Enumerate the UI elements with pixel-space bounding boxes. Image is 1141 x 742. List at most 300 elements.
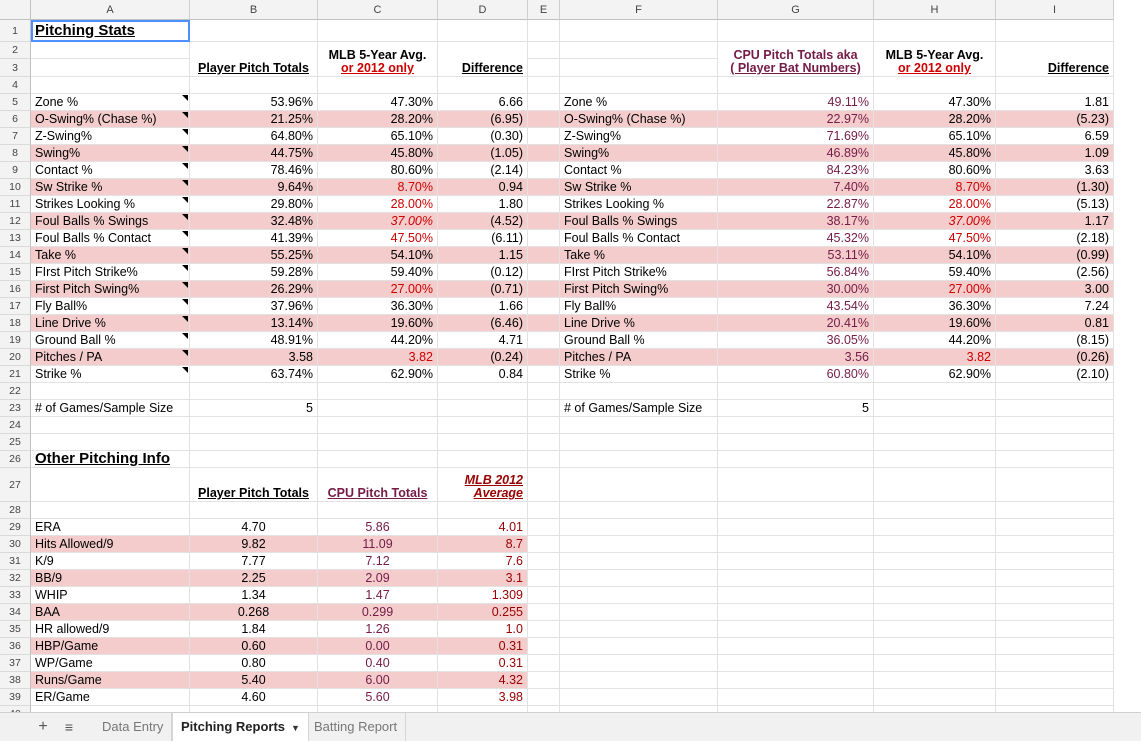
empty-cell[interactable] (996, 502, 1114, 519)
row-header[interactable]: 24 (0, 417, 31, 434)
row-header[interactable]: 29 (0, 519, 31, 536)
mlb-avg-value[interactable]: 36.30% (874, 298, 996, 315)
mlb-avg-value[interactable]: 59.40% (874, 264, 996, 281)
mlb-avg-value[interactable]: 62.90% (874, 366, 996, 383)
empty-cell[interactable] (718, 536, 874, 553)
stat-label[interactable]: FIrst Pitch Strike% (31, 264, 190, 281)
empty-cell[interactable] (528, 553, 560, 570)
mlb-avg-value[interactable]: 3.82 (874, 349, 996, 366)
empty-cell[interactable] (996, 536, 1114, 553)
player-value[interactable]: 63.74% (190, 366, 318, 383)
sample-size-label[interactable]: # of Games/Sample Size (31, 400, 190, 417)
stat-label[interactable]: Z-Swing% (560, 128, 718, 145)
mlb-avg-value[interactable]: 28.20% (318, 111, 438, 128)
cpu-value[interactable]: 22.87% (718, 196, 874, 213)
empty-cell[interactable] (874, 587, 996, 604)
empty-cell[interactable] (560, 417, 718, 434)
empty-cell[interactable] (996, 417, 1114, 434)
tab-batting-report[interactable] (306, 713, 406, 741)
difference-value[interactable]: 1.09 (996, 145, 1114, 162)
empty-cell[interactable] (874, 672, 996, 689)
empty-cell[interactable] (31, 417, 190, 434)
column-title-g[interactable] (718, 42, 874, 77)
empty-cell[interactable] (718, 621, 874, 638)
empty-cell[interactable] (874, 20, 996, 42)
mlb-avg-value[interactable]: 8.70% (874, 179, 996, 196)
stat-label[interactable]: Take % (560, 247, 718, 264)
stat-label[interactable]: WP/Game (31, 655, 190, 672)
empty-cell[interactable] (718, 77, 874, 94)
difference-value[interactable]: 1.17 (996, 213, 1114, 230)
empty-cell[interactable] (528, 315, 560, 332)
row-header[interactable]: 34 (0, 604, 31, 621)
cpu-value[interactable]: 0.00 (318, 638, 438, 655)
empty-cell[interactable] (528, 264, 560, 281)
mlb-avg-value[interactable]: 3.82 (318, 349, 438, 366)
empty-cell[interactable] (996, 468, 1114, 502)
empty-cell[interactable] (31, 502, 190, 519)
empty-cell[interactable] (718, 689, 874, 706)
difference-value[interactable]: (8.15) (996, 332, 1114, 349)
player-value[interactable]: 9.64% (190, 179, 318, 196)
row-header[interactable]: 25 (0, 434, 31, 451)
row-header[interactable]: 14 (0, 247, 31, 264)
mlb-avg-value[interactable]: 37.00% (318, 213, 438, 230)
empty-cell[interactable] (528, 468, 560, 502)
row-header[interactable]: 16 (0, 281, 31, 298)
empty-cell[interactable] (31, 468, 190, 502)
stat-label[interactable]: O-Swing% (Chase %) (31, 111, 190, 128)
stat-label[interactable]: K/9 (31, 553, 190, 570)
empty-cell[interactable] (528, 502, 560, 519)
mlb-avg-value[interactable]: 28.20% (874, 111, 996, 128)
empty-cell[interactable] (874, 434, 996, 451)
empty-cell[interactable] (438, 383, 528, 400)
empty-cell[interactable] (996, 621, 1114, 638)
empty-cell[interactable] (560, 604, 718, 621)
mlb-2012-value[interactable]: 4.32 (438, 672, 528, 689)
empty-cell[interactable] (528, 638, 560, 655)
difference-value[interactable]: (5.13) (996, 196, 1114, 213)
cpu-value[interactable]: 22.97% (718, 111, 874, 128)
player-value[interactable]: 26.29% (190, 281, 318, 298)
empty-cell[interactable] (874, 417, 996, 434)
empty-cell[interactable] (528, 42, 560, 59)
column-header-a[interactable]: A (31, 0, 190, 20)
empty-cell[interactable] (718, 502, 874, 519)
empty-cell[interactable] (560, 519, 718, 536)
empty-cell[interactable] (560, 587, 718, 604)
mlb-2012-value[interactable]: 3.1 (438, 570, 528, 587)
empty-cell[interactable] (560, 383, 718, 400)
empty-cell[interactable] (996, 553, 1114, 570)
mlb-avg-value[interactable]: 19.60% (318, 315, 438, 332)
stat-label[interactable]: HR allowed/9 (31, 621, 190, 638)
row-header[interactable]: 22 (0, 383, 31, 400)
cpu-value[interactable]: 30.00% (718, 281, 874, 298)
row-header[interactable]: 6 (0, 111, 31, 128)
empty-cell[interactable] (528, 672, 560, 689)
column-title-mlb-2012[interactable] (438, 468, 528, 502)
empty-cell[interactable] (996, 434, 1114, 451)
player-value[interactable]: 53.96% (190, 94, 318, 111)
tab-pitching-reports[interactable] (172, 713, 309, 741)
empty-cell[interactable] (528, 94, 560, 111)
row-header[interactable]: 19 (0, 332, 31, 349)
empty-cell[interactable] (718, 519, 874, 536)
difference-value[interactable]: 6.66 (438, 94, 528, 111)
mlb-2012-value[interactable]: 0.255 (438, 604, 528, 621)
row-header[interactable]: 23 (0, 400, 31, 417)
column-header-h[interactable]: H (874, 0, 996, 20)
cpu-value[interactable]: 56.84% (718, 264, 874, 281)
row-header[interactable]: 31 (0, 553, 31, 570)
stat-label[interactable]: Line Drive % (560, 315, 718, 332)
player-value[interactable]: 2.25 (190, 570, 318, 587)
select-all-corner[interactable] (0, 0, 31, 20)
mlb-avg-value[interactable]: 19.60% (874, 315, 996, 332)
stat-label[interactable]: Sw Strike % (560, 179, 718, 196)
mlb-2012-value[interactable]: 1.0 (438, 621, 528, 638)
column-header-b[interactable]: B (190, 0, 318, 20)
empty-cell[interactable] (718, 383, 874, 400)
stat-label[interactable]: Foul Balls % Contact (560, 230, 718, 247)
empty-cell[interactable] (528, 383, 560, 400)
cpu-value[interactable]: 20.41% (718, 315, 874, 332)
player-value[interactable]: 3.58 (190, 349, 318, 366)
mlb-avg-value[interactable]: 80.60% (874, 162, 996, 179)
mlb-avg-value[interactable]: 62.90% (318, 366, 438, 383)
cpu-value[interactable]: 84.23% (718, 162, 874, 179)
empty-cell[interactable] (31, 434, 190, 451)
row-header[interactable]: 33 (0, 587, 31, 604)
empty-cell[interactable] (528, 570, 560, 587)
stat-label[interactable]: HBP/Game (31, 638, 190, 655)
difference-value[interactable]: 3.00 (996, 281, 1114, 298)
empty-cell[interactable] (874, 553, 996, 570)
stat-label[interactable]: Strike % (31, 366, 190, 383)
empty-cell[interactable] (528, 298, 560, 315)
difference-value[interactable]: (6.11) (438, 230, 528, 247)
stat-label[interactable]: First Pitch Swing% (31, 281, 190, 298)
row-header[interactable]: 26 (0, 451, 31, 468)
stat-label[interactable]: BB/9 (31, 570, 190, 587)
empty-cell[interactable] (31, 59, 190, 77)
empty-cell[interactable] (190, 383, 318, 400)
empty-cell[interactable] (190, 417, 318, 434)
stat-label[interactable]: Zone % (31, 94, 190, 111)
cpu-value[interactable]: 3.56 (718, 349, 874, 366)
difference-value[interactable]: (0.99) (996, 247, 1114, 264)
stat-label[interactable]: ERA (31, 519, 190, 536)
row-header[interactable]: 7 (0, 128, 31, 145)
empty-cell[interactable] (528, 519, 560, 536)
empty-cell[interactable] (874, 383, 996, 400)
empty-cell[interactable] (996, 519, 1114, 536)
column-header-g[interactable]: G (718, 0, 874, 20)
player-value[interactable]: 78.46% (190, 162, 318, 179)
cpu-value[interactable]: 7.40% (718, 179, 874, 196)
empty-cell[interactable] (874, 536, 996, 553)
cpu-value[interactable]: 38.17% (718, 213, 874, 230)
stat-label[interactable]: Ground Ball % (560, 332, 718, 349)
empty-cell[interactable] (560, 20, 718, 42)
empty-cell[interactable] (874, 400, 996, 417)
column-title-i[interactable] (996, 42, 1114, 77)
stat-label[interactable]: Foul Balls % Swings (31, 213, 190, 230)
row-header[interactable]: 10 (0, 179, 31, 196)
mlb-avg-value[interactable]: 47.30% (874, 94, 996, 111)
difference-value[interactable]: (0.30) (438, 128, 528, 145)
sample-size-label[interactable]: # of Games/Sample Size (560, 400, 718, 417)
mlb-avg-value[interactable]: 47.30% (318, 94, 438, 111)
difference-value[interactable]: 0.81 (996, 315, 1114, 332)
column-header-e[interactable]: E (528, 0, 560, 20)
empty-cell[interactable] (528, 332, 560, 349)
cpu-value[interactable]: 46.89% (718, 145, 874, 162)
column-title-h[interactable] (874, 42, 996, 77)
row-header[interactable]: 30 (0, 536, 31, 553)
mlb-avg-value[interactable]: 65.10% (874, 128, 996, 145)
empty-cell[interactable] (996, 689, 1114, 706)
player-value[interactable]: 4.60 (190, 689, 318, 706)
difference-value[interactable]: 6.59 (996, 128, 1114, 145)
difference-value[interactable]: (2.14) (438, 162, 528, 179)
row-header[interactable]: 38 (0, 672, 31, 689)
column-header-c[interactable]: C (318, 0, 438, 20)
empty-cell[interactable] (528, 281, 560, 298)
difference-value[interactable]: (0.71) (438, 281, 528, 298)
empty-cell[interactable] (438, 400, 528, 417)
player-value[interactable]: 21.25% (190, 111, 318, 128)
mlb-avg-value[interactable]: 44.20% (318, 332, 438, 349)
empty-cell[interactable] (718, 451, 874, 468)
player-value[interactable]: 64.80% (190, 128, 318, 145)
difference-value[interactable]: 0.94 (438, 179, 528, 196)
empty-cell[interactable] (438, 417, 528, 434)
difference-value[interactable]: 4.71 (438, 332, 528, 349)
tab-data-entry[interactable] (94, 713, 172, 741)
player-value[interactable]: 0.80 (190, 655, 318, 672)
player-value[interactable]: 32.48% (190, 213, 318, 230)
empty-cell[interactable] (438, 502, 528, 519)
cpu-value[interactable]: 0.40 (318, 655, 438, 672)
difference-value[interactable]: 7.24 (996, 298, 1114, 315)
row-header[interactable]: 11 (0, 196, 31, 213)
mlb-avg-value[interactable]: 8.70% (318, 179, 438, 196)
mlb-2012-value[interactable]: 0.31 (438, 655, 528, 672)
empty-cell[interactable] (528, 587, 560, 604)
mlb-2012-value[interactable]: 1.309 (438, 587, 528, 604)
cpu-value[interactable]: 1.26 (318, 621, 438, 638)
empty-cell[interactable] (874, 638, 996, 655)
cpu-value[interactable]: 36.05% (718, 332, 874, 349)
empty-cell[interactable] (528, 400, 560, 417)
stat-label[interactable]: Runs/Game (31, 672, 190, 689)
player-value[interactable]: 41.39% (190, 230, 318, 247)
row-header[interactable]: 1 (0, 20, 31, 42)
empty-cell[interactable] (874, 502, 996, 519)
stat-label[interactable]: BAA (31, 604, 190, 621)
difference-value[interactable]: (0.12) (438, 264, 528, 281)
cpu-value[interactable]: 5.86 (318, 519, 438, 536)
cpu-value[interactable]: 71.69% (718, 128, 874, 145)
column-title-cpu[interactable] (318, 468, 438, 502)
empty-cell[interactable] (528, 128, 560, 145)
stat-label[interactable]: Contact % (560, 162, 718, 179)
empty-cell[interactable] (718, 570, 874, 587)
empty-cell[interactable] (438, 434, 528, 451)
mlb-avg-value[interactable]: 45.80% (318, 145, 438, 162)
empty-cell[interactable] (560, 59, 718, 77)
player-value[interactable]: 29.80% (190, 196, 318, 213)
difference-value[interactable]: (2.18) (996, 230, 1114, 247)
empty-cell[interactable] (874, 451, 996, 468)
empty-cell[interactable] (528, 434, 560, 451)
empty-cell[interactable] (528, 213, 560, 230)
row-header[interactable]: 12 (0, 213, 31, 230)
empty-cell[interactable] (190, 451, 318, 468)
stat-label[interactable]: Strike % (560, 366, 718, 383)
empty-cell[interactable] (874, 689, 996, 706)
stat-label[interactable]: WHIP (31, 587, 190, 604)
mlb-avg-value[interactable]: 37.00% (874, 213, 996, 230)
empty-cell[interactable] (318, 20, 438, 42)
cpu-value[interactable]: 60.80% (718, 366, 874, 383)
difference-value[interactable]: 1.80 (438, 196, 528, 213)
stat-label[interactable]: Foul Balls % Contact (31, 230, 190, 247)
mlb-avg-value[interactable]: 36.30% (318, 298, 438, 315)
stat-label[interactable]: Hits Allowed/9 (31, 536, 190, 553)
stat-label[interactable]: Contact % (31, 162, 190, 179)
row-header[interactable]: 21 (0, 366, 31, 383)
difference-value[interactable]: (2.56) (996, 264, 1114, 281)
mlb-2012-value[interactable]: 4.01 (438, 519, 528, 536)
difference-value[interactable]: 1.15 (438, 247, 528, 264)
stat-label[interactable]: Take % (31, 247, 190, 264)
empty-cell[interactable] (996, 20, 1114, 42)
empty-cell[interactable] (318, 417, 438, 434)
cpu-value[interactable]: 6.00 (318, 672, 438, 689)
player-value[interactable]: 37.96% (190, 298, 318, 315)
empty-cell[interactable] (996, 570, 1114, 587)
empty-cell[interactable] (560, 655, 718, 672)
stat-label[interactable]: O-Swing% (Chase %) (560, 111, 718, 128)
difference-value[interactable]: (6.95) (438, 111, 528, 128)
empty-cell[interactable] (528, 689, 560, 706)
player-value[interactable]: 1.34 (190, 587, 318, 604)
empty-cell[interactable] (718, 553, 874, 570)
empty-cell[interactable] (560, 77, 718, 94)
mlb-avg-value[interactable]: 59.40% (318, 264, 438, 281)
empty-cell[interactable] (996, 400, 1114, 417)
player-value[interactable]: 44.75% (190, 145, 318, 162)
column-header-i[interactable]: I (996, 0, 1114, 20)
empty-cell[interactable] (718, 672, 874, 689)
empty-cell[interactable] (528, 417, 560, 434)
empty-cell[interactable] (996, 655, 1114, 672)
stat-label[interactable]: Foul Balls % Swings (560, 213, 718, 230)
mlb-2012-value[interactable]: 7.6 (438, 553, 528, 570)
stat-label[interactable]: Sw Strike % (31, 179, 190, 196)
empty-cell[interactable] (190, 20, 318, 42)
cpu-value[interactable]: 45.32% (718, 230, 874, 247)
empty-cell[interactable] (996, 587, 1114, 604)
empty-cell[interactable] (438, 20, 528, 42)
stat-label[interactable]: Line Drive % (31, 315, 190, 332)
empty-cell[interactable] (718, 20, 874, 42)
empty-cell[interactable] (718, 638, 874, 655)
player-value[interactable]: 13.14% (190, 315, 318, 332)
cpu-value[interactable]: 11.09 (318, 536, 438, 553)
empty-cell[interactable] (318, 400, 438, 417)
difference-value[interactable]: 1.81 (996, 94, 1114, 111)
difference-value[interactable]: (6.46) (438, 315, 528, 332)
column-title-d[interactable] (438, 42, 528, 77)
player-value[interactable]: 55.25% (190, 247, 318, 264)
empty-cell[interactable] (318, 383, 438, 400)
player-value[interactable]: 5.40 (190, 672, 318, 689)
player-value[interactable]: 48.91% (190, 332, 318, 349)
stat-label[interactable]: FIrst Pitch Strike% (560, 264, 718, 281)
stat-label[interactable]: Ground Ball % (31, 332, 190, 349)
empty-cell[interactable] (438, 451, 528, 468)
difference-value[interactable]: 3.63 (996, 162, 1114, 179)
player-value[interactable]: 59.28% (190, 264, 318, 281)
difference-value[interactable]: (4.52) (438, 213, 528, 230)
stat-label[interactable]: Zone % (560, 94, 718, 111)
empty-cell[interactable] (718, 587, 874, 604)
empty-cell[interactable] (438, 77, 528, 94)
empty-cell[interactable] (528, 196, 560, 213)
difference-value[interactable]: 0.84 (438, 366, 528, 383)
cpu-value[interactable]: 53.11% (718, 247, 874, 264)
cpu-value[interactable]: 0.299 (318, 604, 438, 621)
stat-label[interactable]: Swing% (31, 145, 190, 162)
column-title-c[interactable] (318, 42, 438, 77)
difference-value[interactable]: (5.23) (996, 111, 1114, 128)
empty-cell[interactable] (560, 689, 718, 706)
mlb-avg-value[interactable]: 27.00% (874, 281, 996, 298)
empty-cell[interactable] (528, 179, 560, 196)
section-title-pitching-stats[interactable]: Pitching Stats (31, 20, 190, 42)
empty-cell[interactable] (560, 553, 718, 570)
row-header[interactable]: 9 (0, 162, 31, 179)
difference-value[interactable]: (0.26) (996, 349, 1114, 366)
mlb-avg-value[interactable]: 45.80% (874, 145, 996, 162)
difference-value[interactable]: 1.66 (438, 298, 528, 315)
empty-cell[interactable] (874, 77, 996, 94)
empty-cell[interactable] (528, 247, 560, 264)
row-header[interactable]: 39 (0, 689, 31, 706)
row-header[interactable]: 8 (0, 145, 31, 162)
empty-cell[interactable] (528, 621, 560, 638)
empty-cell[interactable] (874, 570, 996, 587)
difference-value[interactable]: (1.30) (996, 179, 1114, 196)
empty-cell[interactable] (528, 162, 560, 179)
row-header[interactable]: 18 (0, 315, 31, 332)
row-header[interactable]: 36 (0, 638, 31, 655)
empty-cell[interactable] (31, 42, 190, 59)
empty-cell[interactable] (560, 42, 718, 59)
empty-cell[interactable] (560, 451, 718, 468)
column-header-f[interactable]: F (560, 0, 718, 20)
cpu-value[interactable]: 1.47 (318, 587, 438, 604)
empty-cell[interactable] (996, 604, 1114, 621)
empty-cell[interactable] (528, 366, 560, 383)
row-header[interactable]: 35 (0, 621, 31, 638)
column-title-player[interactable] (190, 468, 318, 502)
